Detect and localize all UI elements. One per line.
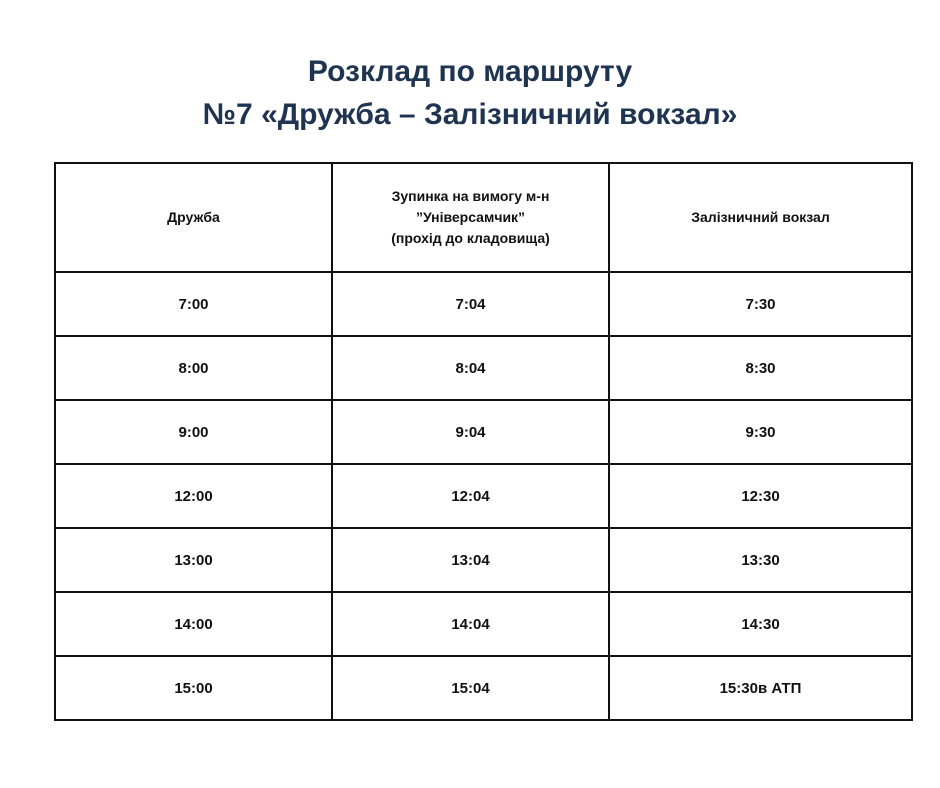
header-druzhba-label: Дружба: [167, 209, 220, 225]
header-railway-station: [609, 163, 912, 272]
table-row: [55, 656, 912, 720]
table-row: [55, 528, 912, 592]
time-cell-station: 14:30: [609, 592, 912, 656]
time-cell-station: 8:30: [609, 336, 912, 400]
time-cell-druzhba: 12:00: [55, 464, 332, 528]
header-railway-station-label: Залізничний вокзал: [691, 209, 830, 225]
table-row: [55, 464, 912, 528]
table-header-row: [55, 163, 912, 272]
time-cell-stop: 15:04: [332, 656, 609, 720]
time-cell-station: 7:30: [609, 272, 912, 336]
time-cell-station: 9:30: [609, 400, 912, 464]
time-cell-station: 15:30в АТП: [609, 656, 912, 720]
time-cell-stop: 12:04: [332, 464, 609, 528]
time-cell-druzhba: 15:00: [55, 656, 332, 720]
schedule-table: [54, 162, 913, 721]
header-stop-line-3: (прохід до кладовища): [391, 230, 550, 246]
time-cell-stop: 13:04: [332, 528, 609, 592]
time-cell-druzhba: 8:00: [55, 336, 332, 400]
time-cell-stop: 14:04: [332, 592, 609, 656]
time-cell-druzhba: 7:00: [55, 272, 332, 336]
page-title-line-2: №7 «Дружба – Залізничний вокзал»: [202, 98, 738, 131]
time-cell-druzhba: 14:00: [55, 592, 332, 656]
header-stop-line-1: Зупинка на вимогу м-н: [391, 188, 550, 204]
time-cell-druzhba: 9:00: [55, 400, 332, 464]
time-cell-stop: 9:04: [332, 400, 609, 464]
table-row: [55, 400, 912, 464]
time-cell-stop: 8:04: [332, 336, 609, 400]
time-cell-stop: 7:04: [332, 272, 609, 336]
header-stop-line-2: ”Універсамчик”: [415, 209, 526, 225]
time-cell-station: 13:30: [609, 528, 912, 592]
header-stop-on-request: [332, 163, 609, 272]
table-row: [55, 592, 912, 656]
time-cell-druzhba: 13:00: [55, 528, 332, 592]
table-row: [55, 336, 912, 400]
page-title-line-1: Розклад по маршруту: [307, 55, 633, 88]
time-cell-station: 12:30: [609, 464, 912, 528]
header-druzhba: [55, 163, 332, 272]
table-row: [55, 272, 912, 336]
